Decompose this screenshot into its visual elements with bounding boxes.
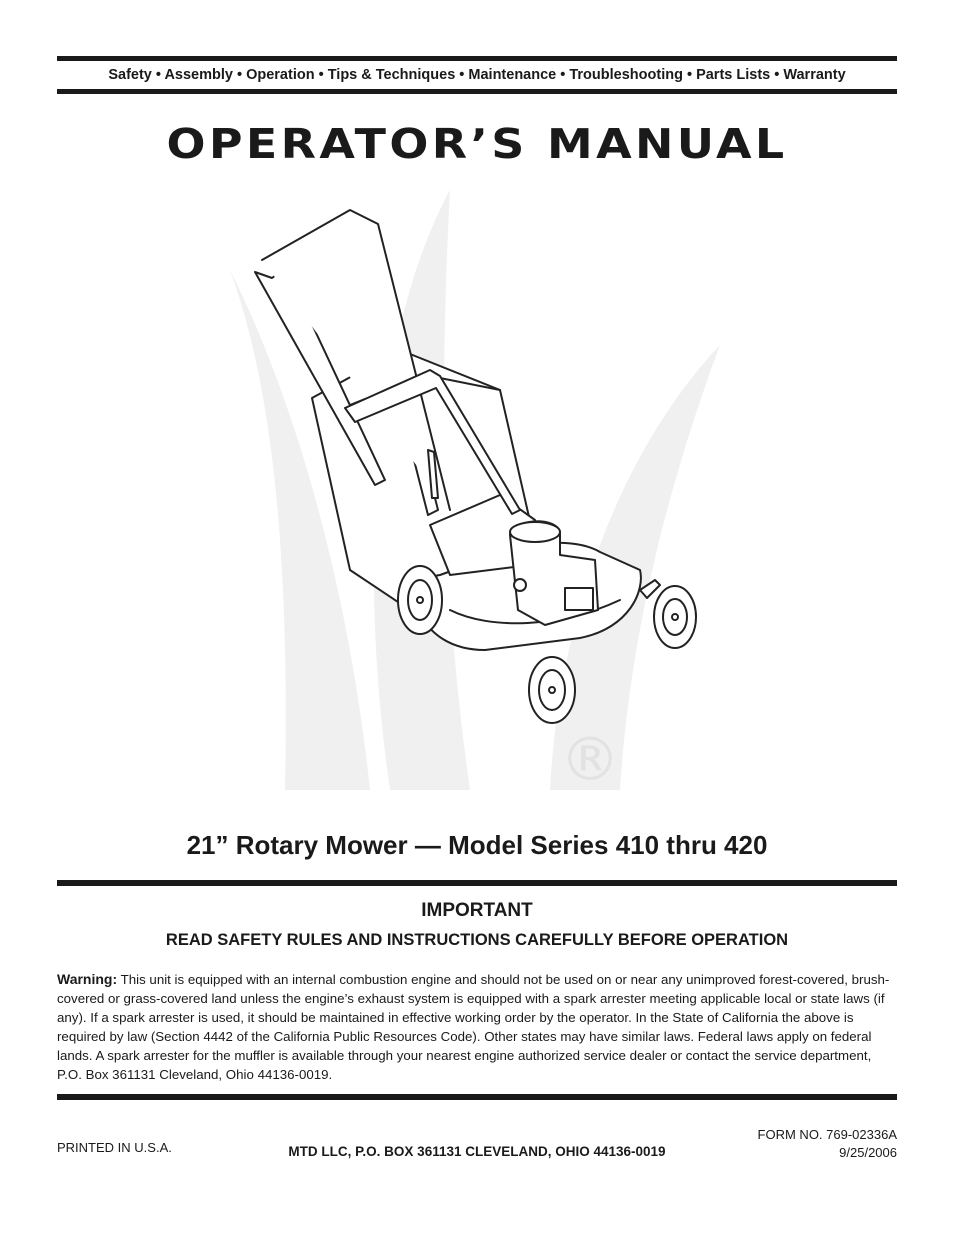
mid-rule [57, 880, 897, 886]
printed-in: PRINTED IN U.S.A. [57, 1140, 172, 1155]
important-heading: IMPORTANT [421, 900, 533, 921]
form-date: 9/25/2006 [839, 1145, 897, 1160]
warning-paragraph [57, 970, 897, 1084]
model-line: 21” Rotary Mower — Model Series 410 thru 420 [186, 830, 768, 860]
topics-bar: Safety • Assembly • Operation • Tips & Techniques • Maintenance • Troubleshooting • Parts Lists • Warranty [108, 67, 846, 83]
warning-text: This unit is equipped with an internal combustion engine and should not be used on or near any unimproved forest-covered, brush-covered or grass-covered land unless the engine’s exhaust system is equipped with a spark arrester meeting applicable local or state laws (if any). If a spark arrester is used, it should be maintained in effective working order by the operator. In the State of California the above is required by law (Section 4442 of the California Public Resources Code). Other states may have similar laws. Federal laws apply on federal lands. A spark arrester for the muffler is available through your nearest engine authorized service dealer or contact the service department, P.O. Box 361131 Cleveland, Ohio 44136-0019. [57, 972, 890, 1082]
bottom-rule [57, 1094, 897, 1100]
registered-mark: ® [560, 725, 620, 795]
warning-label: Warning: [57, 971, 118, 987]
company-address: MTD LLC, P.O. BOX 361131 CLEVELAND, OHIO 44136-0019 [288, 1144, 666, 1159]
top-rule-lower [57, 89, 897, 94]
form-info [758, 1126, 897, 1162]
page-title: OPERATOR’S MANUAL [166, 120, 788, 168]
top-rule-upper [57, 56, 897, 61]
form-number: FORM NO. 769-02336A [757, 1127, 897, 1142]
mower-illustration [200, 180, 760, 800]
read-rules-subheading: READ SAFETY RULES AND INSTRUCTIONS CAREFULLY BEFORE OPERATION [165, 931, 789, 949]
